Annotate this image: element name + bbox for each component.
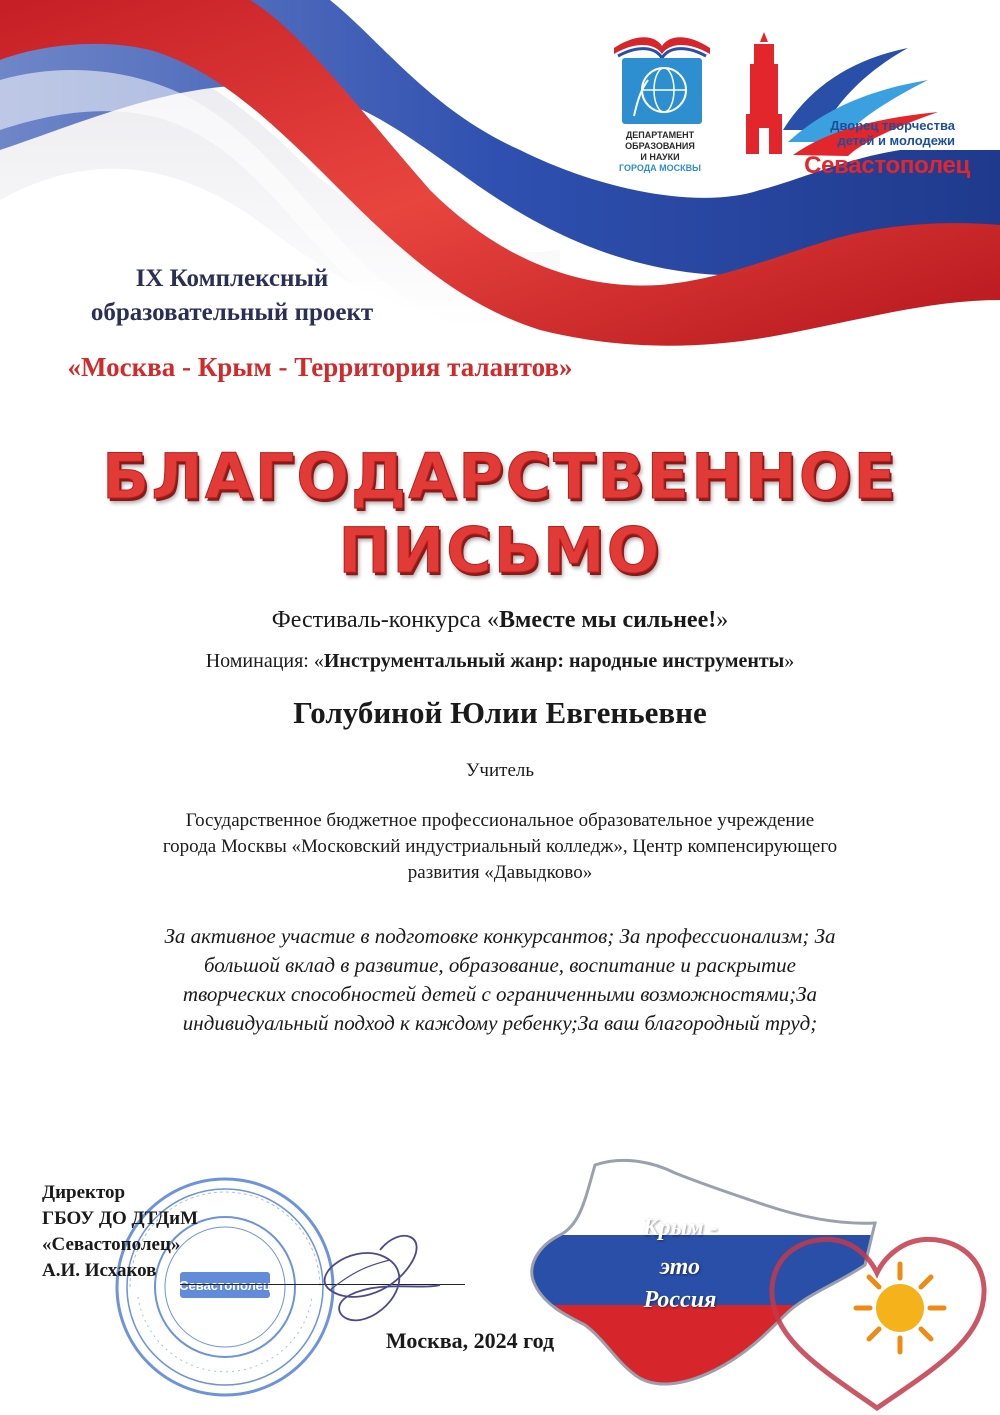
festival-suffix: » [716,607,729,633]
place-date: Москва, 2024 год [385,1328,555,1353]
crimea-line: это [660,1254,700,1280]
recipient-name: Голубиной Юлии Евгеньевне [293,695,707,730]
signer-line: «Севастополец» [42,1234,181,1255]
festival-line [0,607,1000,634]
department-line: ДЕПАРТАМЕНТ [625,130,695,140]
letter-title-line1: БЛАГОДАРСТВЕННОЕ [102,440,898,513]
stamp-text: Севастополец [179,1278,271,1293]
festival-name: Вместе мы сильнее! [498,607,717,633]
nomination-line [0,650,1000,673]
heart-sun-icon [760,1228,995,1413]
project-line: IX Комплексный [135,265,329,292]
handwritten-signature [180,1195,470,1335]
project-name: «Москва - Крым - Территория талантов» [67,352,573,382]
merits-line: За активное участие в подготовке конкурсантов; За профессионализм; За [164,924,836,948]
merits-line: большой вклад в развитие, образование, воспитание и раскрытие [204,953,796,977]
signer-line: Директор [42,1182,126,1203]
project-line: образовательный проект [90,299,374,326]
organization-line: развития «Давыдково» [407,862,593,883]
department-line: ГОРОДА МОСКВЫ [619,163,701,173]
recipient-organization [100,808,900,886]
signer-line: А.И. Исхаков [42,1260,157,1281]
organization-line: города Москвы «Московский индустриальный колледж», Центр компенсирующего [162,836,838,857]
crimea-line: Россия [643,1287,717,1313]
recipient-role: Учитель [465,760,535,781]
palace-subtitle [815,118,955,148]
palace-subtitle-line: Дворец творчества [830,118,955,133]
nomination-name: Инструментальный жанр: народные инструменты [323,650,785,672]
crimea-line: Крым - [642,1215,718,1241]
signer-line: ГБОУ ДО ДТДиМ [42,1208,199,1229]
nomination-suffix: » [784,650,795,672]
merits-text [75,922,925,1038]
department-line: ОБРАЗОВАНИЯ [625,141,695,151]
department-line: И НАУКИ [640,152,680,162]
project-heading [40,262,424,330]
globe-book-icon [608,28,716,128]
letter-title-line2: ПИСЬМО [338,514,662,587]
palace-name: Севастополец [804,152,970,179]
nomination-prefix: Номинация: « [205,650,324,672]
merits-line: творческих способностей детей с ограниченными возможностями;За [182,982,818,1006]
merits-line: индивидуальный подход к каждому ребенку;За ваш благородный труд; [182,1011,818,1035]
palace-subtitle-line: детей и молодежи [837,133,955,148]
organization-line: Государственное бюджетное профессиональное образовательное учреждение [185,810,815,831]
department-logo-text [598,130,722,174]
festival-prefix: Фестиваль-конкурса « [271,607,499,633]
